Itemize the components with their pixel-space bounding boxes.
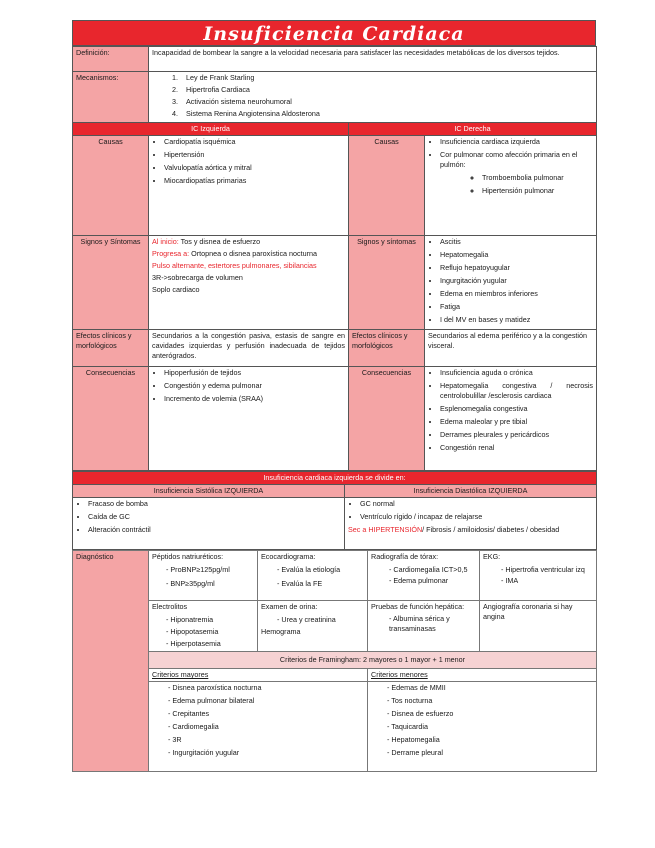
mayores-title: Criterios mayores xyxy=(149,669,368,682)
list-item: • Congestión y edema pulmonar xyxy=(164,381,345,391)
list-item: • Caída de GC xyxy=(88,512,341,522)
ic-header-row xyxy=(73,123,597,136)
signos-der-list xyxy=(428,237,593,325)
orina-cell xyxy=(258,601,368,652)
sistolica-list xyxy=(76,499,341,535)
list-item: - Disnea paroxística nocturna xyxy=(168,683,364,693)
list-item: • I del MV en bases y matidez xyxy=(440,315,593,325)
list-item: - Hipertrofia ventricular izq xyxy=(501,565,593,575)
signos-row xyxy=(73,236,597,330)
list-item: • Insuficiencia aguda o crónica xyxy=(440,368,593,378)
electrolitos-title: Electrolitos xyxy=(152,602,188,611)
causas-der-list xyxy=(428,137,593,170)
efectos-label-der: Efectos clínicos y morfológicos xyxy=(349,330,425,367)
list-item: • Miocardiopatías primarias xyxy=(164,176,345,186)
list-item: - Edema pulmonar bilateral xyxy=(168,696,364,706)
page-title: Insuficiencia Cardiaca xyxy=(72,20,596,46)
list-item: - ProBNP≥125pg/ml xyxy=(166,565,254,575)
causas-label-der: Causas xyxy=(349,136,425,236)
diagnostico-table xyxy=(72,550,597,772)
eco-title: Ecocardiograma: xyxy=(261,552,316,561)
list-item: ◦ Hipertensión pulmonar xyxy=(482,186,593,196)
list-item: • Cor pulmonar como afección primaria en el pulmón: xyxy=(440,150,593,170)
menores-title: Criterios menores xyxy=(368,669,597,682)
list-item: - BNP≥35pg/ml xyxy=(166,579,254,589)
angio-cell: Angiografía coronaria si hay angina xyxy=(480,601,597,652)
sec-hipertension-text: / Fibrosis / amiloidosis/ diabetes / obesidad xyxy=(422,525,560,534)
orina-title: Examen de orina: xyxy=(261,602,318,611)
signos-label-der: Signos y síntomas xyxy=(349,236,425,330)
list-item: • Derrames pleurales y pericárdicos xyxy=(440,430,593,440)
list-item: • Hepatomegalia congestiva / necrosis centrolobulillar /esclerosis cardiaca xyxy=(440,381,593,401)
signos-izq xyxy=(149,236,349,330)
mecanismos-list xyxy=(152,73,593,119)
list-item: - IMA xyxy=(501,576,593,586)
main-table xyxy=(72,46,597,471)
causas-row xyxy=(73,136,597,236)
list-item: - 3R xyxy=(168,735,364,745)
inicio-label: Al inicio: xyxy=(152,237,179,246)
list-item: • Reflujo hepatoyugular xyxy=(440,263,593,273)
definicion-text: Incapacidad de bombear la sangre a la velocidad necesaria para satisfacer las necesidades metabólicas de los diversos tejidos. xyxy=(149,47,597,72)
efectos-izq: Secundarios a la congestión pasiva, estasis de sangre en cavidades izquierdas y perfusión inadecuada de tejidos anterógrados. xyxy=(149,330,349,367)
list-item: • Edema maleolar y pre tibial xyxy=(440,417,593,427)
list-item: 2. Hipertrofia Cardiaca xyxy=(180,85,593,95)
division-header: Insuficiencia cardiaca izquierda se divide en: xyxy=(73,472,597,485)
list-item: - Hipopotasemia xyxy=(166,627,254,637)
progresa-label: Progresa a: xyxy=(152,249,190,258)
mayores-list xyxy=(152,683,364,758)
list-item: • GC normal xyxy=(360,499,593,509)
rx-title: Radiografía de tórax: xyxy=(371,552,439,561)
list-item: - Edemas de MMII xyxy=(387,683,593,693)
list-item: • Valvulopatía aórtica y mitral xyxy=(164,163,345,173)
list-item: • Hipoperfusión de tejidos xyxy=(164,368,345,378)
framingham-header: Criterios de Framingham: 2 mayores o 1 mayor + 1 menor xyxy=(149,652,597,669)
hepatica-title: Pruebas de función hepática: xyxy=(371,602,465,611)
sec-hipertension-label: Sec a HIPERTENSIÓN xyxy=(348,525,423,534)
list-item: • Fatiga xyxy=(440,302,593,312)
list-item: • Cardiopatía isquémica xyxy=(164,137,345,147)
consecuencias-row xyxy=(73,367,597,471)
list-item: • Incremento de volemia (SRAA) xyxy=(164,394,345,404)
3r-text: 3R->sobrecarga de volumen xyxy=(152,273,243,282)
peptidos-title: Péptidos natriuréticos: xyxy=(152,552,224,561)
menores-list xyxy=(371,683,593,758)
electrolitos-cell xyxy=(149,601,258,652)
consecuencias-label-izq: Consecuencias xyxy=(73,367,149,471)
efectos-row xyxy=(73,330,597,367)
list-item: - Hepatomegalia xyxy=(387,735,593,745)
mecanismos-row xyxy=(73,72,597,123)
list-item: • Congestión renal xyxy=(440,443,593,453)
mecanismos-label: Mecanismos: xyxy=(73,72,149,123)
list-item: • Fracaso de bomba xyxy=(88,499,341,509)
list-item: - Disnea de esfuerzo xyxy=(387,709,593,719)
list-item: ◦ Tromboembolia pulmonar xyxy=(482,173,593,183)
hemograma-text: Hemograma xyxy=(261,627,301,636)
list-item: • Hepatomegalia xyxy=(440,250,593,260)
eco-cell xyxy=(258,551,368,601)
list-item: • Ventrículo rígido / incapaz de relajarse xyxy=(360,512,593,522)
list-item: 4. Sistema Renina Angiotensina Aldosterona xyxy=(180,109,593,119)
consecuencias-izq-list xyxy=(152,368,345,404)
list-item: - Hiperpotasemia xyxy=(166,639,254,649)
list-item: - Taquicardia xyxy=(387,722,593,732)
efectos-label-izq: Efectos clínicos y morfológicos xyxy=(73,330,149,367)
document-page xyxy=(72,20,596,772)
list-item: - Edema pulmonar xyxy=(389,576,476,586)
list-item: - Hiponatremia xyxy=(166,615,254,625)
list-item: - Albumina sérica y transaminasas xyxy=(389,614,476,634)
list-item: - Cardiomegalia xyxy=(168,722,364,732)
list-item: 1. Ley de Frank Starling xyxy=(180,73,593,83)
progresa-text: Ortopnea o disnea paroxística nocturna xyxy=(189,249,318,258)
sistolica-header: Insuficiencia Sistólica IZQUIERDA xyxy=(73,485,345,498)
definicion-label: Definición: xyxy=(73,47,149,72)
list-item: - Ingurgitación yugular xyxy=(168,748,364,758)
consecuencias-der-list xyxy=(428,368,593,453)
list-item: - Evalúa la etiología xyxy=(277,565,364,575)
diagnostico-label: Diagnóstico xyxy=(73,551,149,772)
list-item: - Cardiomegalia ICT>0,5 xyxy=(389,565,476,575)
ekg-cell xyxy=(480,551,597,601)
diastolica-list xyxy=(348,499,593,522)
rx-cell xyxy=(368,551,480,601)
list-item: 3. Activación sistema neurohumoral xyxy=(180,97,593,107)
ekg-title: EKG: xyxy=(483,552,501,561)
list-item: • Edema en miembros inferiores xyxy=(440,289,593,299)
ic-izquierda-header: IC Izquierda xyxy=(73,123,349,136)
ic-derecha-header: IC Derecha xyxy=(349,123,597,136)
definicion-row xyxy=(73,47,597,72)
hepatica-cell xyxy=(368,601,480,652)
diastolica-header: Insuficiencia Diastólica IZQUIERDA xyxy=(345,485,597,498)
list-item: - Tos nocturna xyxy=(387,696,593,706)
causas-izq-list xyxy=(152,137,345,186)
efectos-der: Secundarios al edema periférico y a la congestión visceral. xyxy=(425,330,597,367)
list-item: • Alteración contráctil xyxy=(88,525,341,535)
list-item: • Esplenomegalia congestiva xyxy=(440,404,593,414)
list-item: - Crepitantes xyxy=(168,709,364,719)
soplo-text: Soplo cardiaco xyxy=(152,285,200,294)
list-item: - Urea y creatinina xyxy=(277,615,364,625)
inicio-text: Tos y disnea de esfuerzo xyxy=(178,237,261,246)
peptidos-cell xyxy=(149,551,258,601)
pulso-text: Pulso alternante, estertores pulmonares, sibilancias xyxy=(152,261,317,270)
list-item: • Insuficiencia cardiaca izquierda xyxy=(440,137,593,147)
division-table xyxy=(72,471,597,550)
causas-der-sublist xyxy=(468,173,593,196)
list-item: - Derrame pleural xyxy=(387,748,593,758)
list-item: • Hipertensión xyxy=(164,150,345,160)
list-item: - Evalúa la FE xyxy=(277,579,364,589)
causas-label-izq: Causas xyxy=(73,136,149,236)
consecuencias-label-der: Consecuencias xyxy=(349,367,425,471)
list-item: • Ascitis xyxy=(440,237,593,247)
signos-label-izq: Signos y Síntomas xyxy=(73,236,149,330)
list-item: • Ingurgitación yugular xyxy=(440,276,593,286)
